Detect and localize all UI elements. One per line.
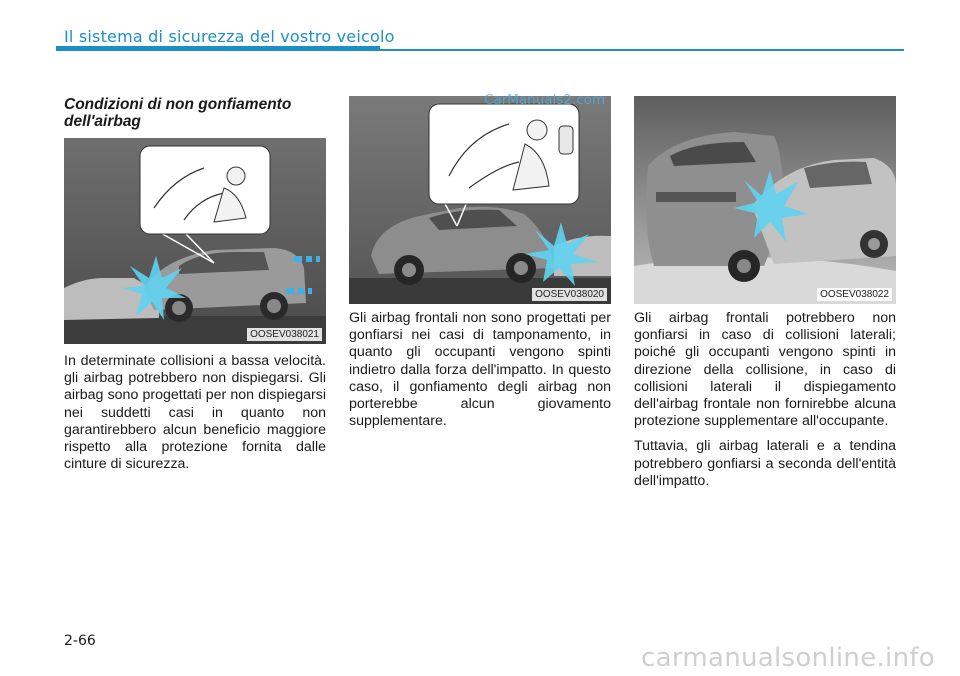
- paragraph: Tuttavia, gli airbag laterali e a tendina potrebbero gonfiarsi a seconda dell'entità dell'impatto.: [634, 438, 896, 489]
- header-rule-thick: [56, 46, 380, 51]
- page-number: 2-66: [64, 633, 96, 649]
- text-column-3: [634, 310, 896, 498]
- rear-impact-illustration-icon: [349, 96, 611, 304]
- paragraph: In determinate collisioni a bassa velocità. gli airbag potrebbero non dispiegarsi. Gli airbag sono progettati per non dispiegarsi nei suddetti casi in quanto non garantirebbero alcun beneficio maggiore rispetto alla protezione fornita dalle cinture di sicurezza.: [64, 353, 326, 473]
- figure-rear-collision: [64, 138, 326, 344]
- figure-caption: OOSEV038022: [817, 288, 892, 301]
- header-rule-thin: [380, 49, 904, 51]
- rear-collision-illustration-icon: [64, 138, 326, 344]
- section-title: Il sistema di sicurezza del vostro veicolo: [64, 27, 395, 46]
- page-heading: Condizioni di non gonfiamento dell'airbag: [64, 96, 292, 130]
- paragraph: Gli airbag frontali potrebbero non gonfiarsi in caso di collisioni laterali; poiché gli occupanti vengono spinti in direzione della collisione, in caso di collisioni laterali il dispiegamento dell'airbag frontale non fornirebbe alcuna protezione supplementare all'occupante.: [634, 310, 896, 430]
- figure-caption: OOSEV038020: [532, 288, 607, 301]
- watermark-bottom: carmanualsonline.info: [641, 643, 936, 673]
- figure-caption: OOSEV038021: [247, 328, 322, 341]
- text-column-1: [64, 353, 326, 481]
- side-collision-illustration-icon: [634, 96, 896, 304]
- text-column-2: [349, 310, 611, 438]
- watermark-top: CarManuals2.com: [484, 92, 606, 108]
- paragraph: Gli airbag frontali non sono progettati per gonfiarsi nei casi di tamponamento, in quanto gli occupanti vengono spinti indietro dalla forza dell'impatto. In questo caso, il gonfiamento degli airbag non porterebbe alcun giovamento supplementare.: [349, 310, 611, 430]
- figure-side-collision: [634, 96, 896, 304]
- figure-rear-impact: [349, 96, 611, 304]
